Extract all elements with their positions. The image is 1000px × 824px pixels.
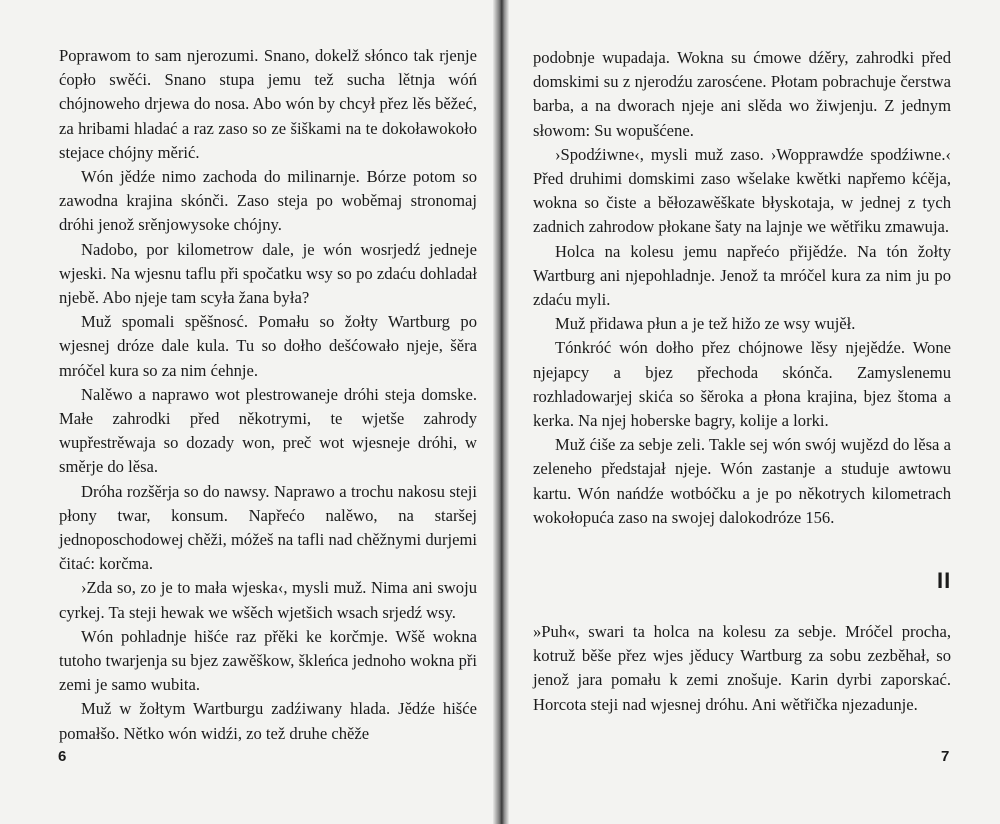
paragraph: Poprawom to sam njerozumi. Snano, dokelž słónco tak rjenje ćopło swěći. Snano stupa jemu tež sucha lětnja wóń chójnoweho drjewa do nosa. Abo wón by chcył přez lěs běžeć, za hribami hladać a raz zaso so ze šiškami na te dokoławokoło stejace chójny měrić. [59, 46, 477, 162]
page-number: 7 [941, 748, 950, 765]
right-page [500, 0, 1000, 824]
left-page-text [59, 44, 477, 746]
paragraph: Muž spomali spěšnosć. Pomału so žołty Wartburg po wjesnej dróze dale kula. Tu so dołho dešćowało njeje, šěra mróčel kura so za nim ćehnje. [59, 312, 477, 380]
paragraph: ›Zda so, zo je to mała wjeska‹, mysli muž. Nima ani swoju cyrkej. Ta steji hewak we wšěch wjetšich wsach srjedź wsy. [59, 578, 477, 622]
chapter-marker: II [937, 568, 952, 593]
section-two-text [533, 620, 951, 717]
paragraph: Tónkróć wón dołho přez chójnowe lěsy njejědźe. Wone njejapcy a bjez přechoda skónča. Zamyslenemu rozhladowarjej skića so šěroka a płona krajina, bjez štoma a kerka. Na njej hoberske bagry, kolije a lorki. [533, 338, 951, 431]
paragraph: Dróha rozšěrja so do nawsy. Naprawo a trochu nakosu steji płony twar, konsum. Napřećo nalěwo, na staršej jednoposchodowej chěži, móžeš na tafli nad chěžnymi durjemi čitać: korčma. [59, 481, 477, 574]
paragraph: Muž w žołtym Wartburgu zadźiwany hlada. Jědźe hišće pomałšo. Nětko wón widźi, zo tež druhe chěže [59, 699, 477, 743]
paragraph: Wón pohladnje hišće raz přěki ke korčmje. Wšě wokna tutoho twarjenja su bjez zawěškow, škleńca jednoho wokna při zemi je samo wubita. [59, 626, 477, 695]
paragraph: Wón jědźe nimo zachoda do milinarnje. Bórze potom so zawodna krajina skónči. Zaso steja po woběmaj stronomaj dróhi jenož srěnjowysoke chójny. [59, 167, 477, 235]
page-number: 6 [58, 748, 67, 765]
paragraph: podobnje wupadaja. Wokna su ćmowe dźěry, zahrodki před domskimi su z njerodźu zarosćene. Płotam pobrachuje čerstwa barba, a na dworach njeje ani slěda wo žiwjenju. Z jednym słowom: Su wopušćene. [533, 48, 951, 140]
paragraph: Muž ćiše za sebje zeli. Takle sej wón swój wujězd do lěsa a zeleneho předstajał njeje. Wón zastanje a studuje awtowu kartu. Wón nańdźe wotbóčku a je po někotrych kilometrach wokołopuća zaso na swojej dalokodróze 156. [533, 435, 951, 527]
paragraph: ›Spodźiwne‹, mysli muž zaso. ›Wopprawdźe spodźiwne.‹ Před druhimi domskimi zaso wšelake kwětki napřemo kćěja, wokna so čiste a běłozawěškate błyskotaja, w jednej z tych zadnich zahrodow płokane šaty na lajnje we wětřiku zmawuja. [533, 144, 951, 237]
paragraph: »Puh«, swari ta holca na kolesu za sebje. Mróčel procha, kotruž běše přez wjes jěducy Wartburg za sobu zezběhał, so jenož jara pomału k zemi znošuje. Karin dyrbi zaporskać. Horcota steji nad wjesnej dróhu. Ani wětřička njezadunje. [533, 622, 951, 714]
right-page-text [533, 46, 951, 530]
paragraph: Holca na kolesu jemu napřećo přijědźe. Na tón žołty Wartburg ani njepohladnje. Jenož ta mróčel kura za nim ju po zdaću myli. [533, 241, 951, 310]
paragraph: Nalěwo a naprawo wot plestrowaneje dróhi steja domske. Małe zahrodki před někotrymi, te wjetše zahrody wupřestrěwaja so dozady won, preč wot wjesneje dróhi, w směrje do lěsa. [59, 384, 477, 477]
paragraph: Nadobo, por kilometrow dale, je wón wosrjedź jedneje wjeski. Na wjesnu taflu při spočatku wsy so po zdaću dohladał njebě. Abo njeje tam scyła žana była? [59, 239, 477, 308]
paragraph: Muž přidawa płun a je tež hižo ze wsy wujěł. [555, 314, 856, 334]
